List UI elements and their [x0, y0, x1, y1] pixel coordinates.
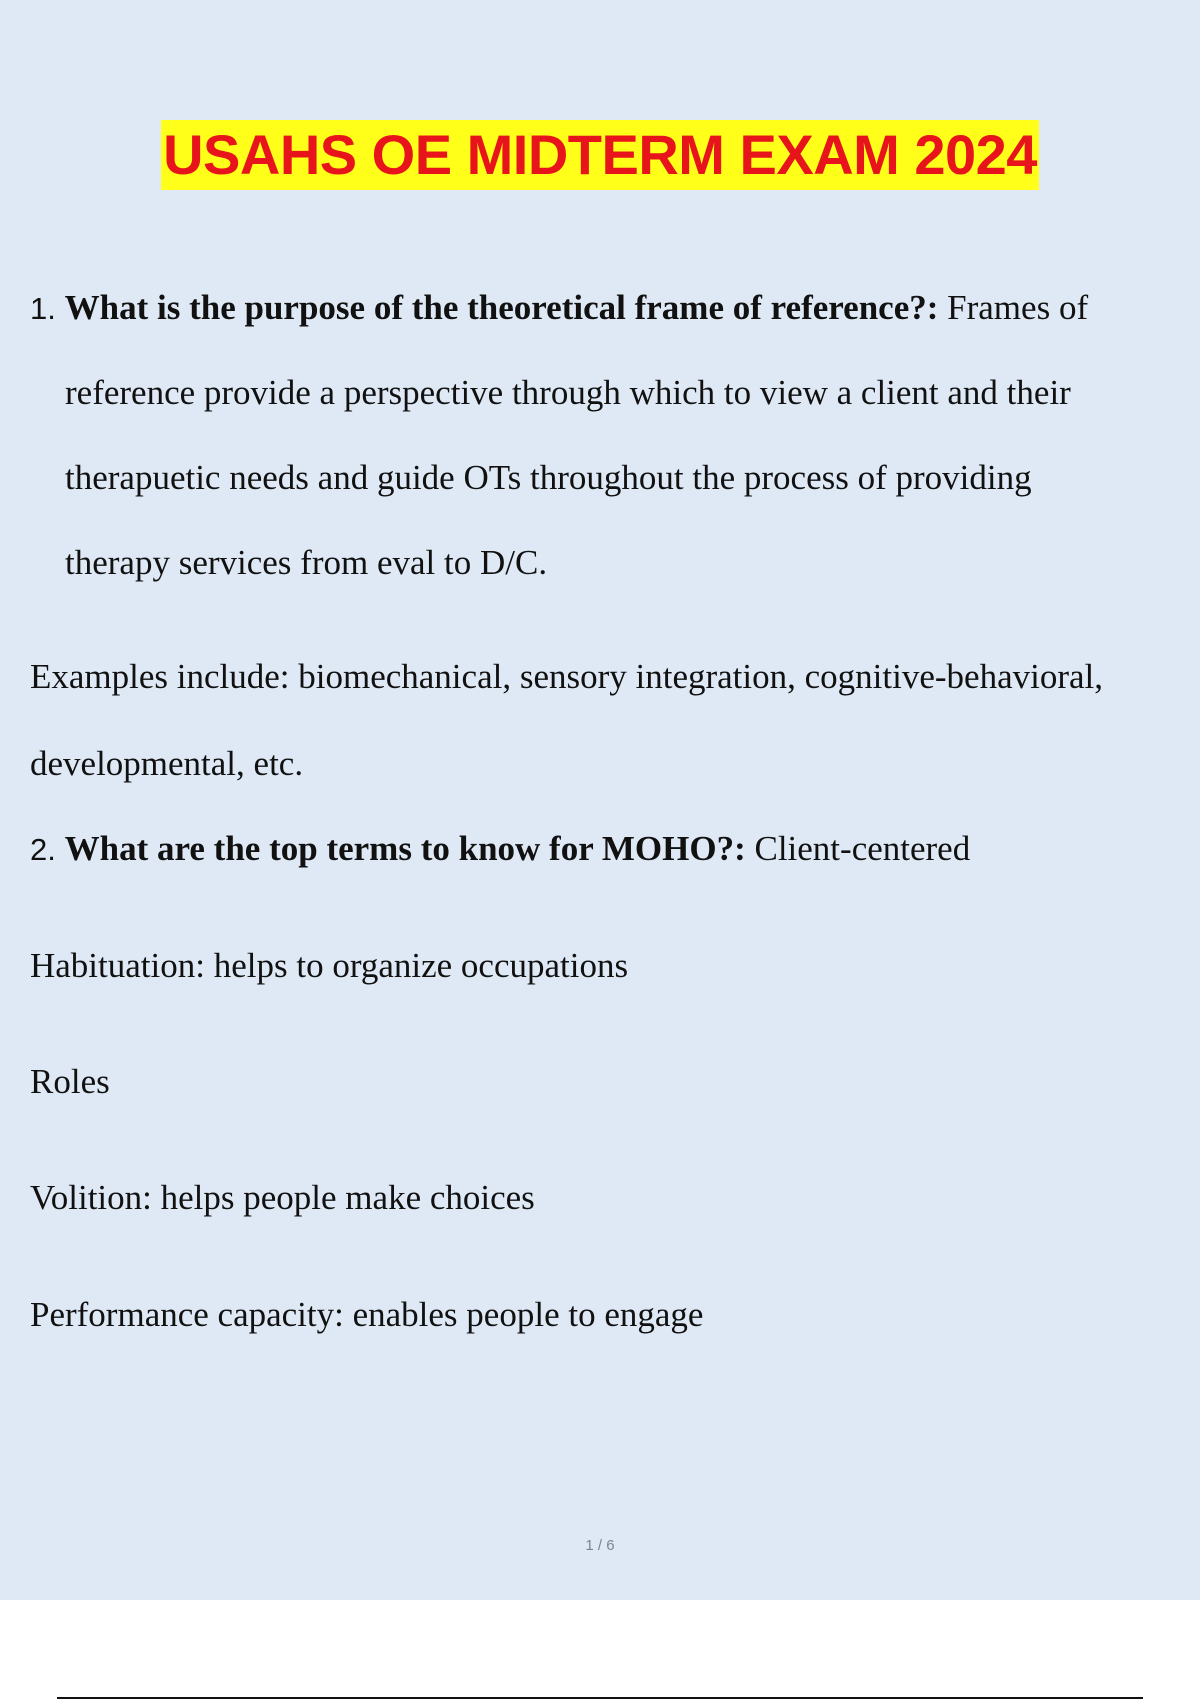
question-1 [30, 283, 1180, 623]
title-container [0, 120, 1200, 190]
question-1-answer-line-2: reference provide a perspective through which to view a client and their [65, 373, 1071, 412]
question-2-number: 2. [30, 832, 56, 867]
question-1-line-1 [30, 283, 1180, 368]
question-1-answer-line-3: therapuetic needs and guide OTs throughout the process of providing [65, 458, 1032, 497]
question-2-answer: Client-centered [754, 829, 971, 868]
question-2 [30, 824, 970, 875]
document-title: USAHS OE MIDTERM EXAM 2024 [161, 120, 1039, 190]
bottom-divider [57, 1697, 1143, 1699]
moho-term-performance-capacity: Performance capacity: enables people to engage [30, 1295, 704, 1334]
moho-term-volition: Volition: helps people make choices [30, 1178, 535, 1217]
question-1-note-1: Examples include: biomechanical, sensory integration, cognitive-behavioral, [30, 657, 1103, 696]
question-1-note-2: developmental, etc. [30, 744, 304, 783]
moho-term-habituation: Habituation: helps to organize occupations [30, 946, 629, 985]
page-indicator: 1 / 6 [585, 1537, 615, 1554]
question-1-answer-line-4: therapy services from eval to D/C. [65, 543, 548, 582]
moho-term-roles: Roles [30, 1062, 110, 1101]
question-1-number: 1. [30, 291, 56, 326]
question-1-prompt: What is the purpose of the theoretical frame of reference?: [64, 288, 939, 327]
question-2-prompt: What are the top terms to know for MOHO?: [64, 829, 746, 868]
question-1-answer-line-1: Frames of [947, 288, 1089, 327]
